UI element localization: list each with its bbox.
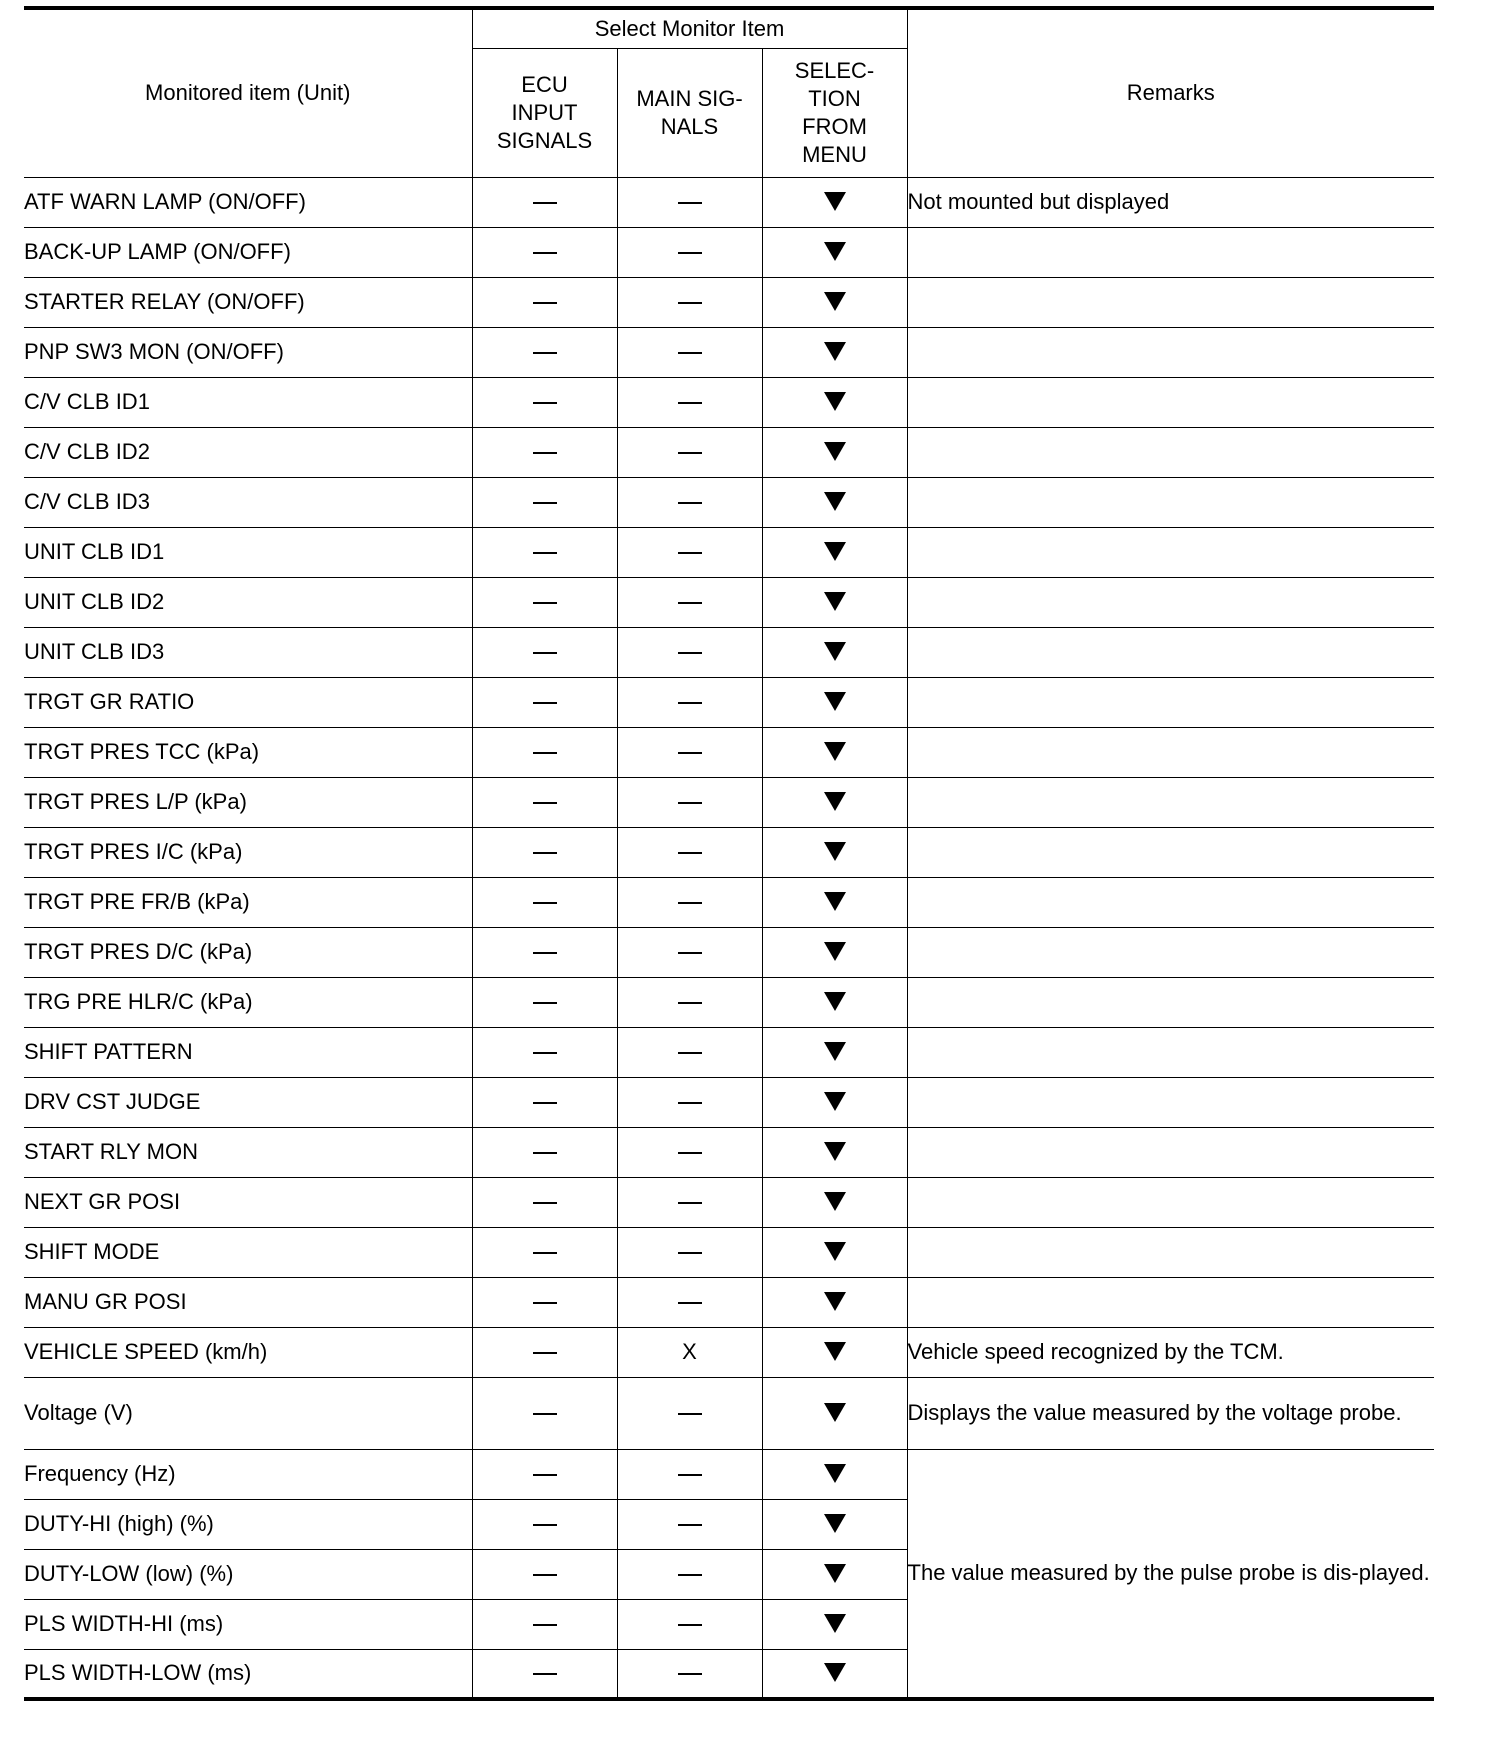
dash-mark: [678, 852, 702, 854]
dash-mark: [533, 952, 557, 954]
triangle-down-icon: [824, 542, 846, 561]
ecu-input-signals-cell: [472, 477, 617, 527]
monitored-item-cell: SHIFT MODE: [24, 1227, 472, 1277]
dash-mark: [678, 1673, 702, 1675]
main-signals-cell: [617, 1077, 762, 1127]
remarks-cell: [907, 877, 1434, 927]
triangle-down-icon: [824, 1042, 846, 1061]
monitored-item-cell: TRGT PRES TCC (kPa): [24, 727, 472, 777]
dash-mark: [533, 1624, 557, 1626]
dash-mark: [678, 1624, 702, 1626]
ecu-input-signals-cell: [472, 877, 617, 927]
selection-from-menu-cell: [762, 177, 907, 227]
table-row: [24, 1077, 1434, 1127]
ecu-input-signals-header: ECU INPUT SIGNALS: [472, 48, 617, 177]
monitored-item-cell: UNIT CLB ID2: [24, 577, 472, 627]
main-signals-cell: [617, 1027, 762, 1077]
triangle-down-icon: [824, 592, 846, 611]
monitored-item-cell: VEHICLE SPEED (km/h): [24, 1327, 472, 1377]
monitored-item-cell: PLS WIDTH-HI (ms): [24, 1599, 472, 1649]
selection-from-menu-cell: [762, 1449, 907, 1499]
dash-mark: [678, 802, 702, 804]
dash-mark: [533, 402, 557, 404]
dash-mark: [678, 1102, 702, 1104]
selection-from-menu-cell: [762, 1027, 907, 1077]
table-row: [24, 177, 1434, 227]
dash-mark: [533, 1102, 557, 1104]
monitored-item-cell: DRV CST JUDGE: [24, 1077, 472, 1127]
ecu-input-signals-cell: [472, 677, 617, 727]
monitored-item-cell: TRGT PRES I/C (kPa): [24, 827, 472, 877]
triangle-down-icon: [824, 892, 846, 911]
remarks-cell: [907, 277, 1434, 327]
monitored-item-cell: DUTY-LOW (low) (%): [24, 1549, 472, 1599]
ecu-input-signals-cell: [472, 377, 617, 427]
table-row: [24, 1027, 1434, 1077]
selection-from-menu-cell: [762, 1327, 907, 1377]
dash-mark: [533, 1252, 557, 1254]
monitored-item-cell: STARTER RELAY (ON/OFF): [24, 277, 472, 327]
remarks-cell: [907, 1127, 1434, 1177]
triangle-down-icon: [824, 1464, 846, 1483]
table-row: [24, 977, 1434, 1027]
dash-mark: [533, 652, 557, 654]
ecu-input-signals-cell: [472, 1177, 617, 1227]
selection-from-menu-cell: [762, 1649, 907, 1699]
remarks-cell: [907, 1027, 1434, 1077]
dash-mark: [678, 1413, 702, 1415]
triangle-down-icon: [824, 442, 846, 461]
triangle-down-icon: [824, 1514, 846, 1533]
main-signals-cell: [617, 1127, 762, 1177]
monitored-item-cell: Frequency (Hz): [24, 1449, 472, 1499]
ecu-input-signals-cell: [472, 277, 617, 327]
ecu-input-signals-cell: [472, 927, 617, 977]
dash-mark: [678, 1474, 702, 1476]
triangle-down-icon: [824, 242, 846, 261]
main-signals-cell: [617, 1499, 762, 1549]
remarks-cell: [907, 777, 1434, 827]
ecu-input-signals-cell: [472, 1077, 617, 1127]
triangle-down-icon: [824, 692, 846, 711]
selection-from-menu-cell: [762, 777, 907, 827]
table-row: [24, 327, 1434, 377]
dash-mark: [678, 352, 702, 354]
selection-from-menu-cell: [762, 1549, 907, 1599]
selection-from-menu-cell: [762, 427, 907, 477]
monitored-item-header: Monitored item (Unit): [24, 8, 472, 177]
table-row: [24, 577, 1434, 627]
header-row-top: [24, 8, 1434, 48]
main-signals-cell: [617, 227, 762, 277]
triangle-down-icon: [824, 842, 846, 861]
triangle-down-icon: [824, 1192, 846, 1211]
dash-mark: [533, 902, 557, 904]
dash-mark: [678, 1202, 702, 1204]
monitored-item-cell: C/V CLB ID2: [24, 427, 472, 477]
main-signals-cell: [617, 377, 762, 427]
ecu-input-signals-cell: [472, 977, 617, 1027]
main-signals-cell: [617, 477, 762, 527]
selection-from-menu-cell: [762, 577, 907, 627]
triangle-down-icon: [824, 1142, 846, 1161]
monitored-item-cell: C/V CLB ID1: [24, 377, 472, 427]
table-row: [24, 427, 1434, 477]
monitored-item-cell: C/V CLB ID3: [24, 477, 472, 527]
selection-from-menu-cell: [762, 327, 907, 377]
dash-mark: [533, 1524, 557, 1526]
main-signals-cell: [617, 927, 762, 977]
main-signals-cell: [617, 1227, 762, 1277]
remarks-cell: [907, 627, 1434, 677]
dash-mark: [533, 802, 557, 804]
triangle-down-icon: [824, 1292, 846, 1311]
table-row: [24, 1127, 1434, 1177]
selection-from-menu-cell: [762, 277, 907, 327]
monitored-item-cell: SHIFT PATTERN: [24, 1027, 472, 1077]
remarks-cell: [907, 227, 1434, 277]
monitor-item-table: [24, 6, 1434, 1701]
triangle-down-icon: [824, 642, 846, 661]
ecu-input-signals-cell: [472, 727, 617, 777]
remarks-cell: Displays the value measured by the voltage probe.: [907, 1377, 1434, 1449]
table-row: [24, 1449, 1434, 1499]
select-monitor-item-header: Select Monitor Item: [472, 8, 907, 48]
dash-mark: [533, 1152, 557, 1154]
ecu-input-signals-cell: [472, 177, 617, 227]
dash-mark: [533, 852, 557, 854]
remarks-cell: [907, 977, 1434, 1027]
table-row: [24, 877, 1434, 927]
selection-from-menu-cell: [762, 1277, 907, 1327]
selection-from-menu-cell: [762, 1177, 907, 1227]
ecu-input-signals-cell: [472, 1327, 617, 1377]
main-signals-cell: [617, 727, 762, 777]
remarks-cell: [907, 927, 1434, 977]
monitored-item-cell: TRGT PRES L/P (kPa): [24, 777, 472, 827]
table-row: [24, 527, 1434, 577]
main-signals-cell: [617, 877, 762, 927]
table-row: [24, 727, 1434, 777]
dash-mark: [678, 752, 702, 754]
selection-from-menu-cell: [762, 927, 907, 977]
table-row: [24, 1227, 1434, 1277]
triangle-down-icon: [824, 1092, 846, 1111]
monitored-item-cell: TRG PRE HLR/C (kPa): [24, 977, 472, 1027]
remarks-cell: The value measured by the pulse probe is dis-played.: [907, 1449, 1434, 1699]
triangle-down-icon: [824, 292, 846, 311]
remarks-cell: [907, 577, 1434, 627]
monitored-item-cell: PNP SW3 MON (ON/OFF): [24, 327, 472, 377]
selection-from-menu-cell: [762, 627, 907, 677]
monitored-item-cell: START RLY MON: [24, 1127, 472, 1177]
dash-mark: [533, 502, 557, 504]
monitored-item-cell: Voltage (V): [24, 1377, 472, 1449]
selection-from-menu-cell: [762, 1077, 907, 1127]
remarks-cell: [907, 427, 1434, 477]
dash-mark: [533, 352, 557, 354]
triangle-down-icon: [824, 742, 846, 761]
table-row: [24, 1377, 1434, 1449]
dash-mark: [678, 952, 702, 954]
main-signals-cell: [617, 677, 762, 727]
dash-mark: [533, 702, 557, 704]
ecu-input-signals-cell: [472, 1549, 617, 1599]
selection-from-menu-cell: [762, 677, 907, 727]
dash-mark: [678, 502, 702, 504]
selection-from-menu-cell: [762, 977, 907, 1027]
table-row: [24, 1177, 1434, 1227]
selection-from-menu-cell: [762, 727, 907, 777]
monitored-item-cell: BACK-UP LAMP (ON/OFF): [24, 227, 472, 277]
main-signals-cell: [617, 1649, 762, 1699]
main-signals-cell: [617, 1599, 762, 1649]
main-signals-cell: [617, 1549, 762, 1599]
table-row: [24, 827, 1434, 877]
triangle-down-icon: [824, 1242, 846, 1261]
dash-mark: [678, 1252, 702, 1254]
table-row: [24, 227, 1434, 277]
main-signals-cell: [617, 177, 762, 227]
dash-mark: [678, 402, 702, 404]
remarks-cell: [907, 1277, 1434, 1327]
triangle-down-icon: [824, 342, 846, 361]
selection-from-menu-cell: [762, 1227, 907, 1277]
ecu-input-signals-cell: [472, 327, 617, 377]
table-row: [24, 1277, 1434, 1327]
monitored-item-cell: TRGT PRES D/C (kPa): [24, 927, 472, 977]
dash-mark: [678, 1152, 702, 1154]
dash-mark: [533, 1574, 557, 1576]
main-signals-cell: [617, 1277, 762, 1327]
remarks-header: Remarks: [907, 8, 1434, 177]
ecu-input-signals-cell: [472, 1227, 617, 1277]
remarks-cell: Not mounted but displayed: [907, 177, 1434, 227]
ecu-input-signals-cell: [472, 1127, 617, 1177]
dash-mark: [533, 452, 557, 454]
main-signals-cell: [617, 627, 762, 677]
main-signals-cell: [617, 1377, 762, 1449]
remarks-cell: [907, 727, 1434, 777]
dash-mark: [678, 1574, 702, 1576]
selection-from-menu-cell: [762, 227, 907, 277]
ecu-input-signals-cell: [472, 827, 617, 877]
remarks-cell: [907, 527, 1434, 577]
monitored-item-cell: DUTY-HI (high) (%): [24, 1499, 472, 1549]
table-row: [24, 677, 1434, 727]
selection-from-menu-header: SELEC- TION FROM MENU: [762, 48, 907, 177]
selection-from-menu-cell: [762, 877, 907, 927]
triangle-down-icon: [824, 1614, 846, 1633]
ecu-input-signals-cell: [472, 627, 617, 677]
monitored-item-cell: TRGT PRE FR/B (kPa): [24, 877, 472, 927]
main-signals-header: MAIN SIG- NALS: [617, 48, 762, 177]
dash-mark: [678, 1524, 702, 1526]
remarks-cell: [907, 1077, 1434, 1127]
main-signals-cell: [617, 1177, 762, 1227]
main-signals-cell: [617, 977, 762, 1027]
triangle-down-icon: [824, 492, 846, 511]
x-mark: X: [682, 1339, 697, 1364]
dash-mark: [678, 1052, 702, 1054]
main-signals-cell: [617, 277, 762, 327]
remarks-cell: Vehicle speed recognized by the TCM.: [907, 1327, 1434, 1377]
ecu-input-signals-cell: [472, 1027, 617, 1077]
table-row: [24, 627, 1434, 677]
selection-from-menu-cell: [762, 1127, 907, 1177]
dash-mark: [533, 1202, 557, 1204]
triangle-down-icon: [824, 942, 846, 961]
dash-mark: [533, 1052, 557, 1054]
dash-mark: [678, 302, 702, 304]
remarks-cell: [907, 327, 1434, 377]
dash-mark: [533, 1474, 557, 1476]
dash-mark: [533, 602, 557, 604]
ecu-input-signals-cell: [472, 1277, 617, 1327]
monitored-item-cell: NEXT GR POSI: [24, 1177, 472, 1227]
table-body: [24, 177, 1434, 1699]
selection-from-menu-cell: [762, 1377, 907, 1449]
ecu-input-signals-cell: [472, 577, 617, 627]
ecu-input-signals-cell: [472, 1649, 617, 1699]
main-signals-cell: [617, 327, 762, 377]
table-row: [24, 477, 1434, 527]
main-signals-cell: [617, 827, 762, 877]
monitored-item-cell: TRGT GR RATIO: [24, 677, 472, 727]
dash-mark: [678, 452, 702, 454]
triangle-down-icon: [824, 192, 846, 211]
dash-mark: [533, 552, 557, 554]
monitored-item-cell: ATF WARN LAMP (ON/OFF): [24, 177, 472, 227]
triangle-down-icon: [824, 1342, 846, 1361]
table-row: [24, 377, 1434, 427]
dash-mark: [678, 1002, 702, 1004]
selection-from-menu-cell: [762, 377, 907, 427]
monitored-item-cell: MANU GR POSI: [24, 1277, 472, 1327]
dash-mark: [678, 552, 702, 554]
ecu-input-signals-cell: [472, 427, 617, 477]
main-signals-cell: [617, 427, 762, 477]
remarks-cell: [907, 1177, 1434, 1227]
table-row: [24, 277, 1434, 327]
monitored-item-cell: PLS WIDTH-LOW (ms): [24, 1649, 472, 1699]
dash-mark: [678, 702, 702, 704]
dash-mark: [533, 1302, 557, 1304]
dash-mark: [533, 1673, 557, 1675]
remarks-cell: [907, 377, 1434, 427]
remarks-cell: [907, 477, 1434, 527]
ecu-input-signals-cell: [472, 1499, 617, 1549]
dash-mark: [533, 252, 557, 254]
remarks-cell: [907, 677, 1434, 727]
selection-from-menu-cell: [762, 1499, 907, 1549]
dash-mark: [533, 1002, 557, 1004]
triangle-down-icon: [824, 1403, 846, 1422]
ecu-input-signals-cell: [472, 527, 617, 577]
table-row: [24, 1327, 1434, 1377]
triangle-down-icon: [824, 1564, 846, 1583]
dash-mark: [678, 652, 702, 654]
dash-mark: [678, 202, 702, 204]
dash-mark: [678, 252, 702, 254]
monitored-item-cell: UNIT CLB ID1: [24, 527, 472, 577]
dash-mark: [678, 602, 702, 604]
ecu-input-signals-cell: [472, 1377, 617, 1449]
dash-mark: [533, 302, 557, 304]
dash-mark: [678, 1302, 702, 1304]
table-row: [24, 777, 1434, 827]
ecu-input-signals-cell: [472, 227, 617, 277]
triangle-down-icon: [824, 392, 846, 411]
selection-from-menu-cell: [762, 527, 907, 577]
ecu-input-signals-cell: [472, 1449, 617, 1499]
ecu-input-signals-cell: [472, 1599, 617, 1649]
remarks-cell: [907, 827, 1434, 877]
main-signals-cell: [617, 1327, 762, 1377]
selection-from-menu-cell: [762, 1599, 907, 1649]
table-row: [24, 927, 1434, 977]
dash-mark: [533, 752, 557, 754]
dash-mark: [533, 1352, 557, 1354]
main-signals-cell: [617, 777, 762, 827]
dash-mark: [533, 202, 557, 204]
ecu-input-signals-cell: [472, 777, 617, 827]
triangle-down-icon: [824, 992, 846, 1011]
main-signals-cell: [617, 1449, 762, 1499]
dash-mark: [533, 1413, 557, 1415]
dash-mark: [678, 902, 702, 904]
remarks-cell: [907, 1227, 1434, 1277]
main-signals-cell: [617, 577, 762, 627]
main-signals-cell: [617, 527, 762, 577]
triangle-down-icon: [824, 792, 846, 811]
selection-from-menu-cell: [762, 477, 907, 527]
monitored-item-cell: UNIT CLB ID3: [24, 627, 472, 677]
triangle-down-icon: [824, 1663, 846, 1682]
selection-from-menu-cell: [762, 827, 907, 877]
